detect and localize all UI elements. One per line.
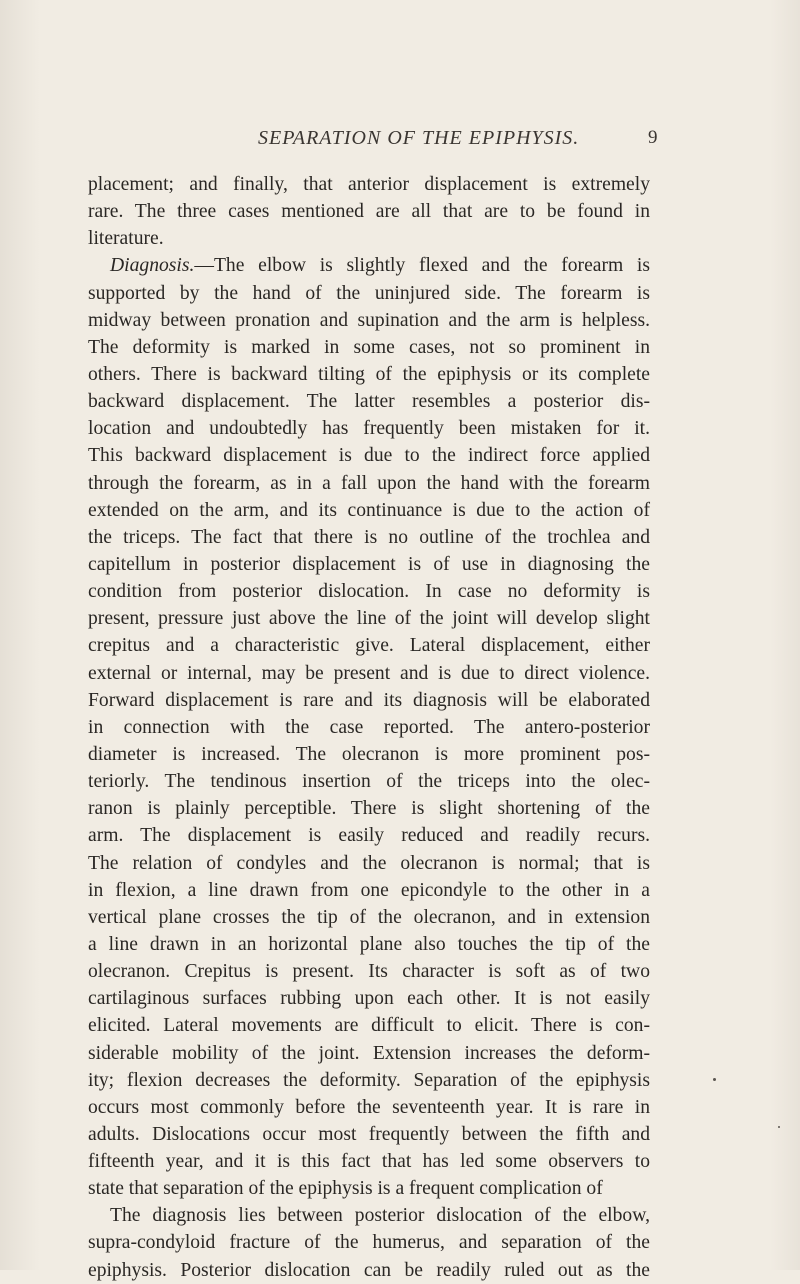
paper-speck bbox=[778, 1126, 780, 1128]
text-line: The diagnosis lies between posterior dislocation of the elbow, bbox=[110, 1205, 650, 1227]
text-line: occurs most commonly before the seventeenth year. It is rare in bbox=[88, 1096, 650, 1118]
text-line: external or internal, may be present and is due to direct violence. bbox=[88, 662, 650, 684]
text-line: the triceps. The fact that there is no outline of the trochlea and bbox=[88, 526, 650, 548]
text-line: Forward displacement is rare and its diagnosis will be elaborated bbox=[88, 689, 650, 711]
text-line: ranon is plainly perceptible. There is slight shortening of the bbox=[88, 798, 650, 820]
text-line: capitellum in posterior displacement is of use in diagnosing the bbox=[88, 553, 650, 575]
text-line: vertical plane crosses the tip of the olecranon, and in extension bbox=[88, 906, 650, 928]
diagnosis-first-line-rest: —The elbow is slightly flexed and the forearm is bbox=[194, 255, 650, 277]
text-line: midway between pronation and supination and the arm is helpless. bbox=[88, 309, 650, 331]
paper-speck bbox=[713, 1078, 716, 1081]
text-line: cartilaginous surfaces rubbing upon each other. It is not easily bbox=[88, 988, 650, 1010]
text-line: fifteenth year, and it is this fact that has led some observers to bbox=[88, 1151, 650, 1173]
text-line: The relation of condyles and the olecranon is normal; that is bbox=[88, 852, 650, 874]
text-line: supported by the hand of the uninjured side. The forearm is bbox=[88, 282, 650, 304]
text-line: literature. bbox=[88, 228, 164, 250]
text-line: teriorly. The tendinous insertion of the triceps into the olec- bbox=[88, 771, 650, 793]
text-line: epiphysis. Posterior dislocation can be readily ruled out as the bbox=[88, 1259, 650, 1281]
text-line: crepitus and a characteristic give. Lateral displacement, either bbox=[88, 635, 650, 657]
body-text bbox=[88, 171, 650, 1284]
text-line: state that separation of the epiphysis is a frequent complication of bbox=[88, 1178, 603, 1200]
text-line: diameter is increased. The olecranon is more prominent pos- bbox=[88, 743, 650, 765]
text-line: location and undoubtedly has frequently been mistaken for it. bbox=[88, 418, 650, 440]
text-line: condition from posterior dislocation. In case no deformity is bbox=[88, 581, 650, 603]
running-title: SEPARATION OF THE EPIPHYSIS. bbox=[258, 127, 580, 149]
text-line: supra-condyloid fracture of the humerus, and separation of the bbox=[88, 1232, 650, 1254]
text-line: extended on the arm, and its continuance is due to the action of bbox=[88, 499, 650, 521]
text-line: in connection with the case reported. The antero-posterior bbox=[88, 716, 650, 738]
text-line: present, pressure just above the line of the joint will develop slight bbox=[88, 608, 650, 630]
text-line: adults. Dislocations occur most frequently between the fifth and bbox=[88, 1123, 650, 1145]
text-line: This backward displacement is due to the indirect force applied bbox=[88, 445, 650, 467]
text-line: others. There is backward tilting of the epiphysis or its complete bbox=[88, 363, 650, 385]
running-header bbox=[0, 127, 800, 157]
text-line: siderable mobility of the joint. Extension increases the deform- bbox=[88, 1042, 650, 1064]
diagnosis-first-line bbox=[88, 252, 650, 279]
text-line: arm. The displacement is easily reduced and readily recurs. bbox=[88, 825, 650, 847]
page-number: 9 bbox=[648, 127, 658, 148]
text-line: The deformity is marked in some cases, not so prominent in bbox=[88, 336, 650, 358]
text-line: elicited. Lateral movements are difficult to elicit. There is con- bbox=[88, 1015, 650, 1037]
text-line: backward displacement. The latter resembles a posterior dis- bbox=[88, 391, 650, 413]
text-line: a line drawn in an horizontal plane also touches the tip of the bbox=[88, 933, 650, 955]
text-line: rare. The three cases mentioned are all that are to be found in bbox=[88, 201, 650, 223]
text-line: placement; and finally, that anterior displacement is extremely bbox=[88, 174, 650, 195]
text-line: in flexion, a line drawn from one epicondyle to the other in a bbox=[88, 879, 650, 901]
text-line: olecranon. Crepitus is present. Its character is soft as of two bbox=[88, 961, 650, 983]
text-line: through the forearm, as in a fall upon the hand with the forearm bbox=[88, 472, 650, 494]
text-line: ity; flexion decreases the deformity. Separation of the epiphysis bbox=[88, 1069, 650, 1091]
diagnosis-heading: Diagnosis. bbox=[110, 255, 195, 277]
